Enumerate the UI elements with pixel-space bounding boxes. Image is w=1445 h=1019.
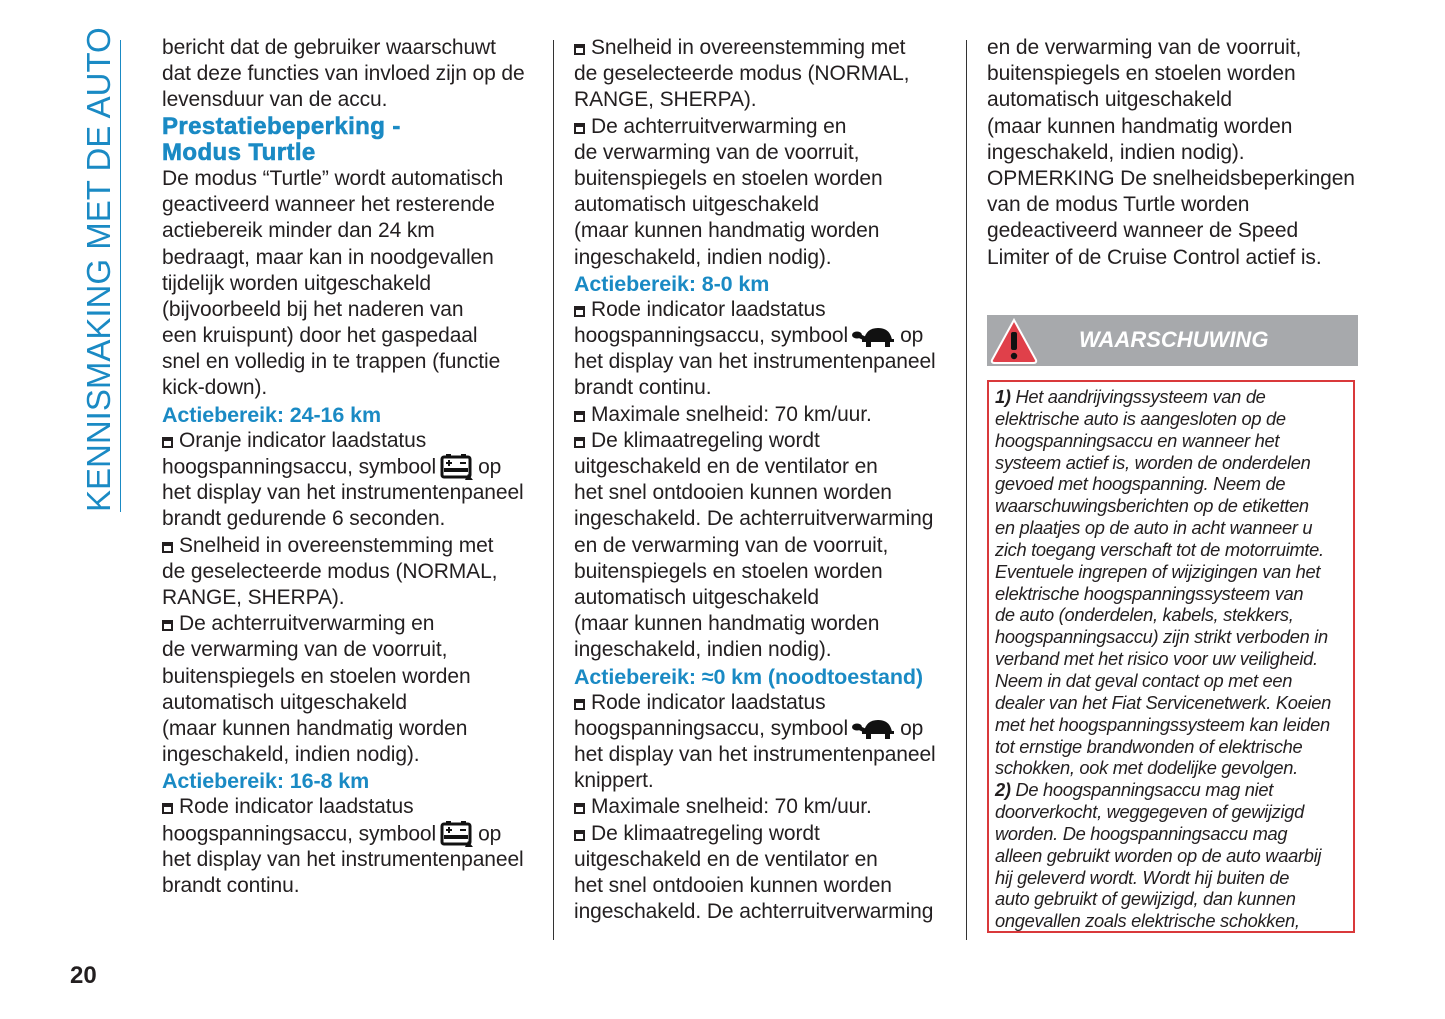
line-text-after: op [900,324,924,348]
text-line [162,506,542,532]
line-text: automatisch uitgeschakeld [162,690,407,714]
text-line [162,454,542,480]
warning-text: elektrische auto is aangesloten op de [995,407,1286,429]
section-side-title: KENNISMAKING MET DE AUTO [80,40,121,512]
column-divider [553,40,554,940]
turtle-icon [852,718,896,740]
warning-text: auto gebruikt of gewijzigd, dan kunnen [995,888,1296,910]
warning-text: De hoogspanningsaccu mag niet [1015,779,1274,801]
warning-line [995,910,1353,932]
warning-text: tot ernstige brandwonden of elektrische [995,735,1303,757]
warning-line [995,648,1353,670]
text-line [987,245,1362,271]
warning-line [995,823,1353,845]
line-text: Actiebereik: ≈0 km (noodtoestand) [574,664,923,689]
text-line [987,35,1362,61]
text-line [987,87,1362,113]
warning-text: Eventuele ingrepen of wijzigingen van het [995,560,1321,582]
warning-text: dealer van het Fiat Servicenetwerk. Koeien [995,691,1331,713]
line-text: Rode indicator laadstatus [591,690,826,714]
checkbox-bullet-icon [574,830,585,841]
line-text: Maximale snelheid: 70 km/uur. [591,795,872,819]
text-line [574,690,954,716]
line-text: RANGE, SHERPA). [162,585,345,609]
warning-line [995,714,1353,736]
text-line [162,323,542,349]
text-line [162,821,542,847]
text-line [574,61,954,87]
text-line [574,611,954,637]
warning-line [995,561,1353,583]
warning-text: elektrische hoogspanningssysteem van [995,582,1304,604]
warning-text: waarschuwingsberichten op de etiketten [995,495,1309,517]
line-text: De klimaatregeling wordt [591,821,820,845]
warning-text: Neem in dat geval contact op met een [995,669,1293,691]
text-line [574,716,954,742]
checkbox-bullet-icon [574,803,585,814]
subsection-heading [162,402,542,428]
column-3 [987,35,1362,271]
line-text: het display van het instrumentenpaneel [162,847,524,871]
line-text: Actiebereik: 24-16 km [162,402,381,427]
line-text: (maar kunnen handmatig worden [574,612,880,636]
line-text: bedraagt, maar kan in noodgevallen [162,245,494,269]
text-line [574,35,954,61]
line-text: ingeschakeld. De achterruitverwarming [574,900,934,924]
warning-line [995,583,1353,605]
battery-icon [440,821,474,849]
warning-text: Het aandrijvingssysteem van de [1015,386,1266,407]
warning-line [995,495,1353,517]
checkbox-bullet-icon [162,803,173,814]
section-heading [162,140,542,166]
warning-text: doorverkocht, weggegeven of gewijzigd [995,801,1305,823]
warning-line [995,539,1353,561]
line-text: het snel ontdooien kunnen worden [574,874,892,897]
line-text: levensduur van de accu. [162,88,388,112]
checkbox-bullet-icon [162,542,173,553]
warning-text: hoogspanningsaccu en wanneer het [995,429,1280,451]
checkbox-bullet-icon [162,620,173,631]
warning-text: en plaatjes op de auto in acht wanneer u [995,517,1313,539]
line-text: de geselecteerde modus (NORMAL, [574,62,910,86]
line-text: de geselecteerde modus (NORMAL, [162,559,498,583]
line-text: RANGE, SHERPA). [574,88,757,112]
line-text: buitenspiegels en stoelen worden [574,559,883,583]
line-text: de verwarming van de voorruit, [162,638,448,662]
text-line [162,480,542,506]
line-text: het display van het instrumentenpaneel [162,481,524,505]
line-text: en de verwarming van de voorruit, [574,533,889,557]
text-line [162,218,542,244]
line-text: bericht dat de gebruiker waarschuwt [162,36,496,59]
line-text: buitenspiegels en stoelen worden [987,62,1296,86]
warning-line [995,757,1353,779]
text-line [162,192,542,218]
warning-line [995,867,1353,889]
text-line [574,559,954,585]
line-text: brandt continu. [574,376,712,400]
line-text: OPMERKING De snelheidsbeperkingen [987,166,1355,190]
warning-line [995,692,1353,714]
line-text: van de modus Turtle worden [987,193,1250,217]
line-text: de verwarming van de voorruit, [574,140,860,164]
line-text: het snel ontdooien kunnen worden [574,481,892,505]
line-text: Snelheid in overeenstemming met [179,533,494,557]
text-line [574,402,954,428]
line-text: actiebereik minder dan 24 km [162,219,435,243]
text-line [162,690,542,716]
line-text: Actiebereik: 16-8 km [162,769,370,794]
battery-icon [440,454,474,482]
checkbox-bullet-icon [574,411,585,422]
warning-text: systeem actief is, worden de onderdelen [995,451,1311,473]
line-text: hoogspanningsaccu, symbool [574,324,849,348]
warning-text: verband met het risico voor uw veiligheid. [995,648,1318,670]
warning-line [995,386,1353,408]
warning-line [995,604,1353,626]
line-text: kick-down). [162,376,268,400]
note-number: 2) [995,779,1011,801]
section-heading [162,114,542,140]
line-text: ingeschakeld. De achterruitverwarming [574,507,934,531]
text-line [574,323,954,349]
line-text: (bijvoorbeeld bij het naderen van [162,297,464,321]
warning-line [995,517,1353,539]
checkbox-bullet-icon [574,123,585,134]
warning-text: zich toegang verschaft tot de motorruimte. [995,538,1324,560]
line-text: Maximale snelheid: 70 km/uur. [591,402,872,426]
checkbox-bullet-icon [574,306,585,317]
line-text-after: op [478,822,502,846]
warning-text: worden. De hoogspanningsaccu mag [995,822,1288,844]
subsection-heading [162,768,542,794]
column-1 [162,35,542,899]
text-line [574,873,954,899]
line-text: buitenspiegels en stoelen worden [162,664,471,688]
line-text: Oranje indicator laadstatus [179,428,427,452]
text-line [987,114,1362,140]
text-line [574,218,954,244]
line-text: buitenspiegels en stoelen worden [574,166,883,190]
text-line [162,245,542,271]
warning-text: hoogspanningsaccu) zijn strikt verboden in [995,626,1328,648]
text-line [162,297,542,323]
warning-text: de auto (onderdelen, kabels, stekkers, [995,604,1294,626]
line-text: Rode indicator laadstatus [179,795,414,819]
warning-line [995,408,1353,430]
line-text: Rode indicator laadstatus [591,297,826,321]
text-line [574,428,954,454]
text-line [162,166,542,192]
warning-line [995,736,1353,758]
text-line [574,480,954,506]
column-divider [966,40,967,940]
text-line [574,768,954,794]
text-line [162,533,542,559]
line-text: De achterruitverwarming en [179,612,435,636]
text-line [574,87,954,113]
text-line [162,35,542,61]
line-text: knippert. [574,769,654,793]
text-line [987,192,1362,218]
text-line [574,899,954,925]
text-line [574,742,954,768]
text-line [162,349,542,375]
line-text: brandt gedurende 6 seconden. [162,507,446,531]
text-line [162,87,542,113]
text-line [574,821,954,847]
line-text: geactiveerd wanneer het resterende [162,193,495,217]
line-text: automatisch uitgeschakeld [574,193,819,217]
line-text: automatisch uitgeschakeld [987,88,1232,112]
text-line [574,637,954,663]
turtle-icon [852,326,896,348]
text-line [162,61,542,87]
warning-text: gevoed met hoogspanning. Neem de [995,473,1286,495]
line-text: De achterruitverwarming en [591,114,847,138]
page-number: 20 [70,962,97,989]
text-line [987,218,1362,244]
line-text: dat deze functies van invloed zijn op de [162,62,525,86]
text-line [162,873,542,899]
warning-line [995,452,1353,474]
line-text: Modus Turtle [162,138,316,166]
warning-line [995,779,1353,801]
text-line [574,585,954,611]
text-line [987,140,1362,166]
line-text: ingeschakeld, indien nodig). [574,638,832,662]
line-text: De klimaatregeling wordt [591,428,820,452]
warning-box [987,380,1355,933]
subsection-heading [574,271,954,297]
checkbox-bullet-icon [574,699,585,710]
line-text: Limiter of de Cruise Control actief is. [987,245,1322,269]
line-text: De modus “Turtle” wordt automatisch [162,166,504,190]
text-line [162,742,542,768]
text-line [574,375,954,401]
line-text: een kruispunt) door het gaspedaal [162,324,478,348]
text-line [574,847,954,873]
line-text: ingeschakeld, indien nodig). [987,140,1245,164]
subsection-heading [574,664,954,690]
text-line [574,166,954,192]
line-text: uitgeschakeld en de ventilator en [574,455,878,478]
text-line [574,140,954,166]
text-line [162,664,542,690]
line-text: brandt continu. [162,874,300,897]
line-text-after: op [478,455,502,479]
note-number: 1) [995,386,1011,407]
warning-text: alleen gebruikt worden op de auto waarbij [995,844,1322,866]
text-line [574,454,954,480]
warning-title: WAARSCHUWING [1079,327,1269,352]
text-line [162,559,542,585]
line-text: (maar kunnen handmatig worden [987,114,1293,138]
line-text: Prestatiebeperking - [162,112,401,140]
line-text: ingeschakeld, indien nodig). [574,245,832,269]
warning-triangle-icon [989,316,1039,366]
text-line [574,349,954,375]
line-text: hoogspanningsaccu, symbool [162,822,437,846]
line-text: uitgeschakeld en de ventilator en [574,847,878,871]
column-2 [574,35,954,925]
warning-line [995,430,1353,452]
text-line [987,166,1362,192]
text-line [162,637,542,663]
warning-line [995,888,1353,910]
checkbox-bullet-icon [162,437,173,448]
line-text: ingeschakeld, indien nodig). [162,743,420,767]
warning-line [995,670,1353,692]
line-text: het display van het instrumentenpaneel [574,743,936,767]
text-line [574,297,954,323]
text-line [162,847,542,873]
text-line [162,611,542,637]
line-text: en de verwarming van de voorruit, [987,36,1302,59]
line-text: (maar kunnen handmatig worden [162,716,468,740]
line-text: hoogspanningsaccu, symbool [574,716,849,740]
warning-line [995,473,1353,495]
warning-text: hij geleverd wordt. Wordt hij buiten de [995,866,1290,888]
warning-line [995,845,1353,867]
line-text: Snelheid in overeenstemming met [591,36,906,59]
text-line [162,794,542,820]
text-line [162,375,542,401]
line-text: hoogspanningsaccu, symbool [162,455,437,479]
warning-text: ongevallen zoals elektrische schokken, [995,910,1300,932]
line-text: snel en volledig in te trappen (functie [162,350,501,374]
warning-text: met het hoogspanningssysteem kan leiden [995,713,1330,735]
text-line [574,245,954,271]
checkbox-bullet-icon [574,44,585,55]
line-text: Actiebereik: 8-0 km [574,271,770,296]
text-line [574,506,954,532]
text-line [162,428,542,454]
text-line [574,533,954,559]
line-text: (maar kunnen handmatig worden [574,219,880,243]
line-text: tijdelijk worden uitgeschakeld [162,271,431,295]
warning-line [995,801,1353,823]
text-line [162,271,542,297]
warning-header [987,315,1358,366]
text-line [574,192,954,218]
line-text: gedeactiveerd wanneer de Speed [987,219,1299,243]
text-line [162,585,542,611]
line-text: automatisch uitgeschakeld [574,585,819,609]
line-text-after: op [900,716,924,740]
text-line [987,61,1362,87]
line-text: het display van het instrumentenpaneel [574,350,936,374]
warning-text: schokken, ook met dodelijke gevolgen. [995,757,1298,779]
warning-line [995,626,1353,648]
text-line [162,716,542,742]
text-line [574,114,954,140]
checkbox-bullet-icon [574,437,585,448]
text-line [574,794,954,820]
